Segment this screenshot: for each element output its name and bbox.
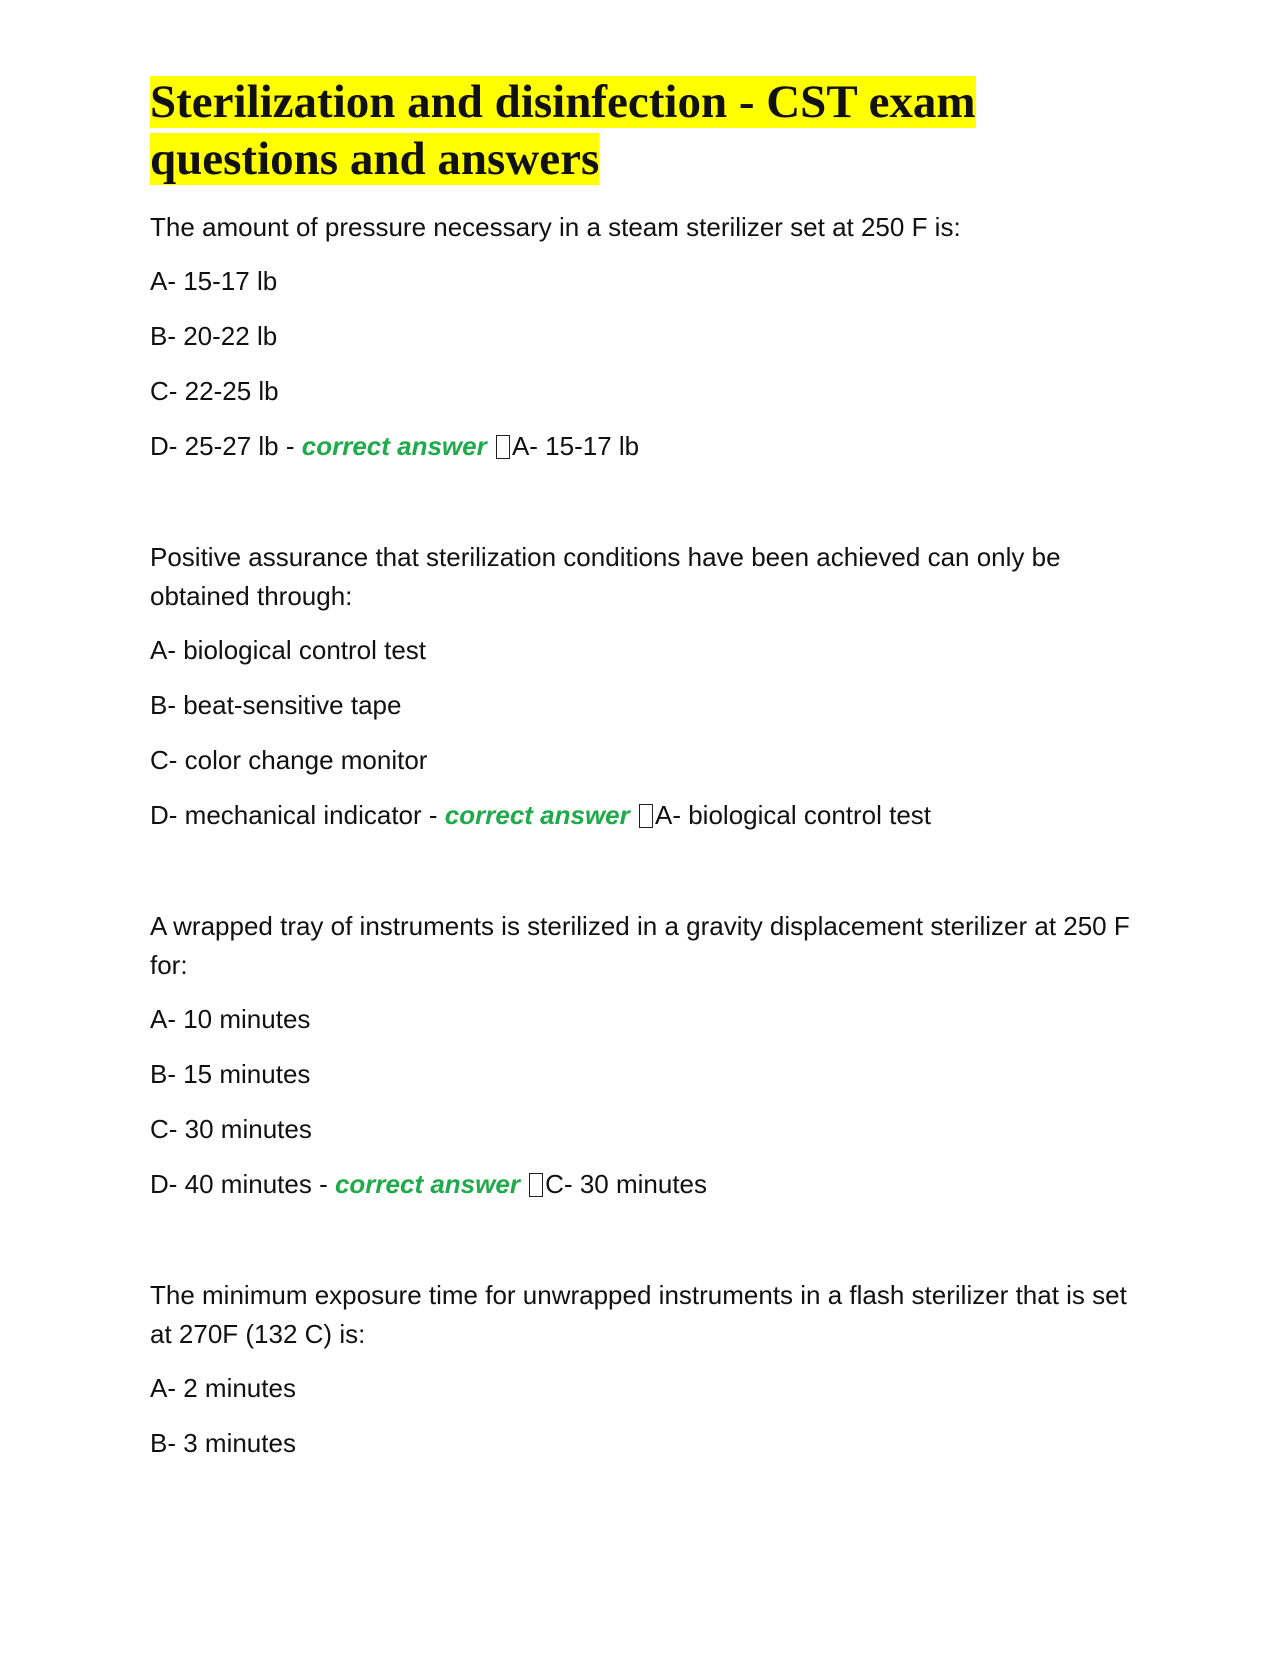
answer-text: A- 15-17 lb (511, 431, 640, 461)
option-d: D- mechanical indicator - (150, 800, 445, 830)
question-spacer (150, 851, 1140, 907)
correct-answer-label: correct answer (444, 800, 630, 830)
question-1 (150, 208, 1140, 466)
option-b: B- 20-22 lb (150, 321, 278, 351)
correct-answer-label: correct answer (301, 431, 487, 461)
option-b: B- 3 minutes (150, 1428, 296, 1458)
question-text: Positive assurance that sterilization conditions have been achieved can only be obtained through: (150, 542, 1061, 611)
question-text: The minimum exposure time for unwrapped instruments in a flash sterilizer that is set at 270F (132 C) is: (150, 1280, 1127, 1349)
question-text: A wrapped tray of instruments is sterilized in a gravity displacement sterilizer at 250 F for: (150, 911, 1130, 980)
option-a: A- 15-17 lb (150, 266, 278, 296)
question-text: The amount of pressure necessary in a steam sterilizer set at 250 F is: (150, 212, 961, 242)
missing-glyph-box-icon (639, 804, 653, 828)
option-c: C- 22-25 lb (150, 376, 279, 406)
option-d-with-answer (150, 796, 1140, 835)
option-a: A- biological control test (150, 635, 427, 665)
question-spacer (150, 1220, 1140, 1276)
answer-text: A- biological control test (655, 800, 932, 830)
option-d-with-answer (150, 1165, 1140, 1204)
option-d: D- 25-27 lb - (150, 431, 302, 461)
missing-glyph-box-icon (496, 435, 510, 459)
option-d: D- 40 minutes - (150, 1169, 335, 1199)
title-highlight: Sterilization and disinfection - CST exam questions and answers (150, 76, 976, 185)
missing-glyph-box-icon (529, 1173, 543, 1197)
option-c: C- 30 minutes (150, 1114, 312, 1144)
answer-text: C- 30 minutes (545, 1169, 708, 1199)
option-b: B- 15 minutes (150, 1059, 311, 1089)
option-c: C- color change monitor (150, 745, 428, 775)
correct-answer-label: correct answer (334, 1169, 520, 1199)
question-4 (150, 1276, 1140, 1463)
document-page (150, 74, 1140, 1479)
document-title (150, 74, 1140, 188)
option-b: B- beat-sensitive tape (150, 690, 402, 720)
option-a: A- 10 minutes (150, 1004, 311, 1034)
question-3 (150, 907, 1140, 1204)
option-d-with-answer (150, 427, 1140, 466)
question-spacer (150, 482, 1140, 538)
question-2 (150, 538, 1140, 835)
option-a: A- 2 minutes (150, 1373, 296, 1403)
